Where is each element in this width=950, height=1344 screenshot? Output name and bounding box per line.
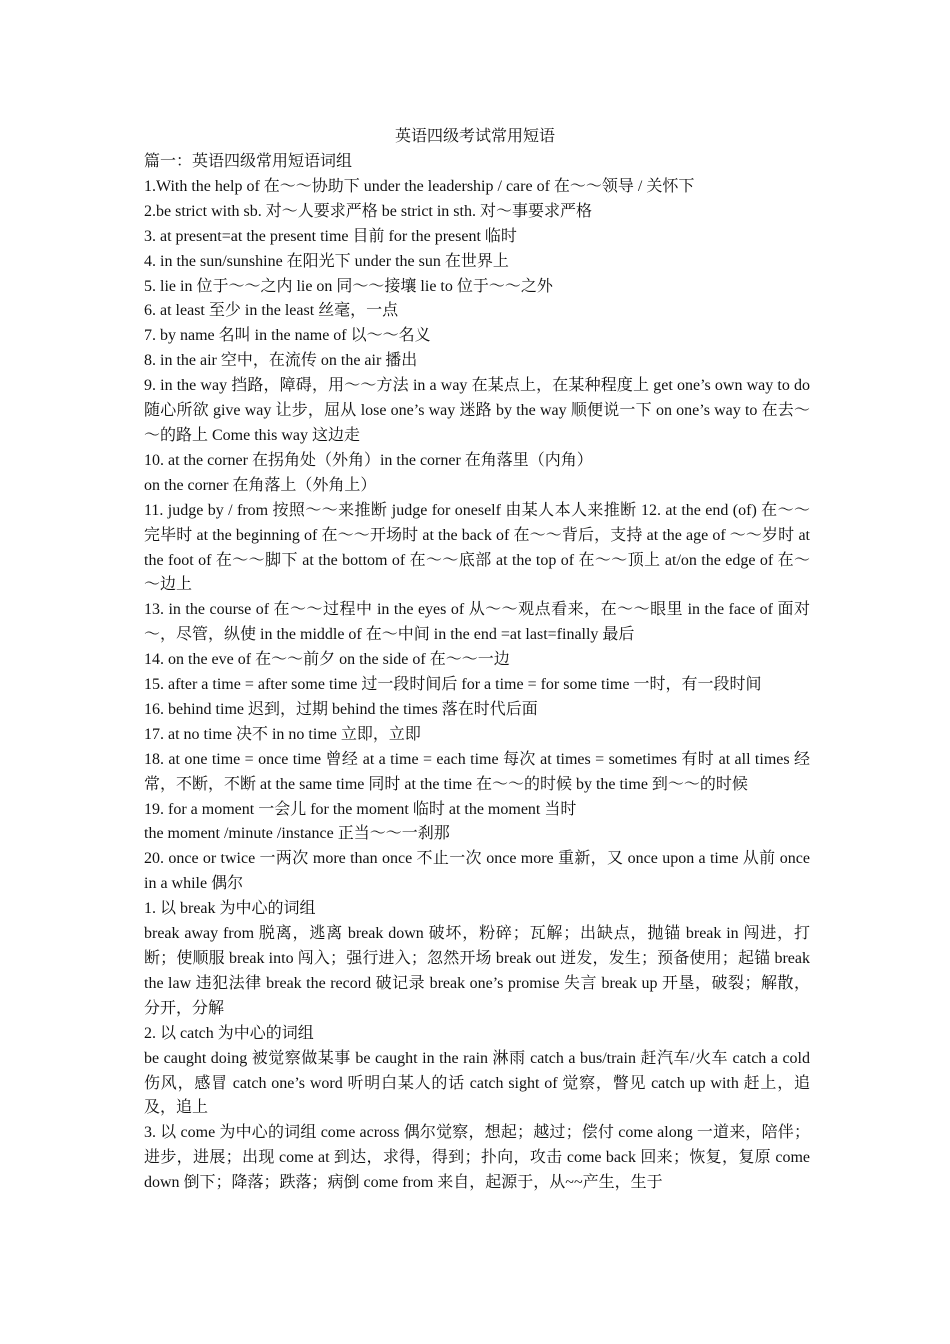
phrase-line: 6. at least 至少 in the least 丝毫，一点 <box>144 302 399 320</box>
phrase-line: 10. at the corner 在拐角处（外角）in the corner 在角落里（内角） <box>144 451 593 469</box>
phrase-line: 9. in the way 挡路，障碍，用～～方法 in a way 在某点上，在某种程度上 get one’s own way to do 随心所欲 give way 让步，屈从 lose one’s way 迷路 by the way 顺便说一下 on one’s way to 在去～～的路上 Come this way 这边走 <box>144 377 810 444</box>
section-heading: 篇一：英语四级常用短语词组 <box>144 153 353 170</box>
phrase-line: break away from 脱离，逃离 break down 破坏，粉碎；瓦解；出缺点，抛锚 break in 闯进，打断；使顺服 break into 闯入；强行进入；忽然开场 break out 迸发，发生；预备使用；起锚 break the law 违犯法律 break the record 破记录 break one’s promise 失言 break up 开垦，破裂；解散，分开，分解 <box>144 925 810 1017</box>
phrase-line: the moment /minute /instance 正当～～一刹那 <box>144 825 450 843</box>
phrase-line: 20. once or twice 一两次 more than once 不止一次 once more 重新，又 once upon a time 从前 once in a while 偶尔 <box>144 850 810 893</box>
phrase-line: 3. 以 come 为中心的词组 come across 偶尔觉察，想起；越过；偿付 come along 一道来，陪伴；进步，进展；出现 come at 到达，求得，得到；扑向，攻击 come back 回来；恢复，复原 come down 倒下；降落；跌落；病倒 come from 来自，起源于，从~~产生，生于 <box>144 1124 810 1192</box>
phrase-line: 16. behind time 迟到，过期 behind the times 落在时代后面 <box>144 700 538 718</box>
document-body <box>144 150 810 1196</box>
phrase-line: 1.With the help of 在～～协助下 under the leadership / care of 在～～领导 / 关怀下 <box>144 177 695 195</box>
document-title: 英语四级考试常用短语 <box>394 128 555 145</box>
group-heading: 1. 以 break 为中心的词组 <box>144 900 316 918</box>
phrase-line: 7. by name 名叫 in the name of 以～～名义 <box>144 327 431 345</box>
phrase-line: 13. in the course of 在～～过程中 in the eyes of 从～～观点看来，在～～眼里 in the face of 面对～，尽管，纵使 in the middle of 在～中间 in the end =at last=finally 最后 <box>144 601 810 644</box>
phrase-line: be caught doing 被觉察做某事 be caught in the rain 淋雨 catch a bus/train 赶汽车/火车 catch a cold 伤风，感冒 catch one’s word 听明白某人的话 catch sight of 觉察，瞥见 catch up with 赶上，追及，追上 <box>144 1049 810 1117</box>
phrase-line: 15. after a time = after some time 过一段时间后 for a time = for some time 一时，有一段时间 <box>144 676 762 694</box>
phrase-line: 5. lie in 位于～～之内 lie on 同～～接壤 lie to 位于～～之外 <box>144 277 553 295</box>
phrase-line: 8. in the air 空中，在流传 on the air 播出 <box>144 352 418 370</box>
phrase-line: 11. judge by / from 按照～～来推断 judge for oneself 由某人本人来推断 12. at the end (of) 在～～完毕时 at the beginning of 在～～开场时 at the back of 在～～背后，支持 at the age of ～～岁时 at the foot of 在～～脚下 at the bottom of 在～～底部 at the top of 在～～顶上 at/on the edge of 在～～边上 <box>144 501 810 594</box>
phrase-line: 14. on the eve of 在～～前夕 on the side of 在～～一边 <box>144 651 510 669</box>
phrase-line: on the corner 在角落上（外角上） <box>144 476 377 494</box>
phrase-line: 18. at one time = once time 曾经 at a time = each time 每次 at times = sometimes 有时 at all times 经常，不断，不断 at the same time 同时 at the time 在～～的时候 by the time 到～～的时候 <box>144 750 810 793</box>
phrase-line: 19. for a moment 一会儿 for the moment 临时 at the moment 当时 <box>144 800 577 818</box>
phrase-line: 4. in the sun/sunshine 在阳光下 under the sun 在世界上 <box>144 252 509 270</box>
phrase-line: 17. at no time 决不 in no time 立即，立即 <box>144 725 421 743</box>
phrase-line: 2.be strict with sb. 对～人要求严格 be strict in sth. 对～事要求严格 <box>144 202 592 220</box>
phrase-line: 3. at present=at the present time 目前 for the present 临时 <box>144 227 517 245</box>
group-heading: 2. 以 catch 为中心的词组 <box>144 1024 314 1042</box>
